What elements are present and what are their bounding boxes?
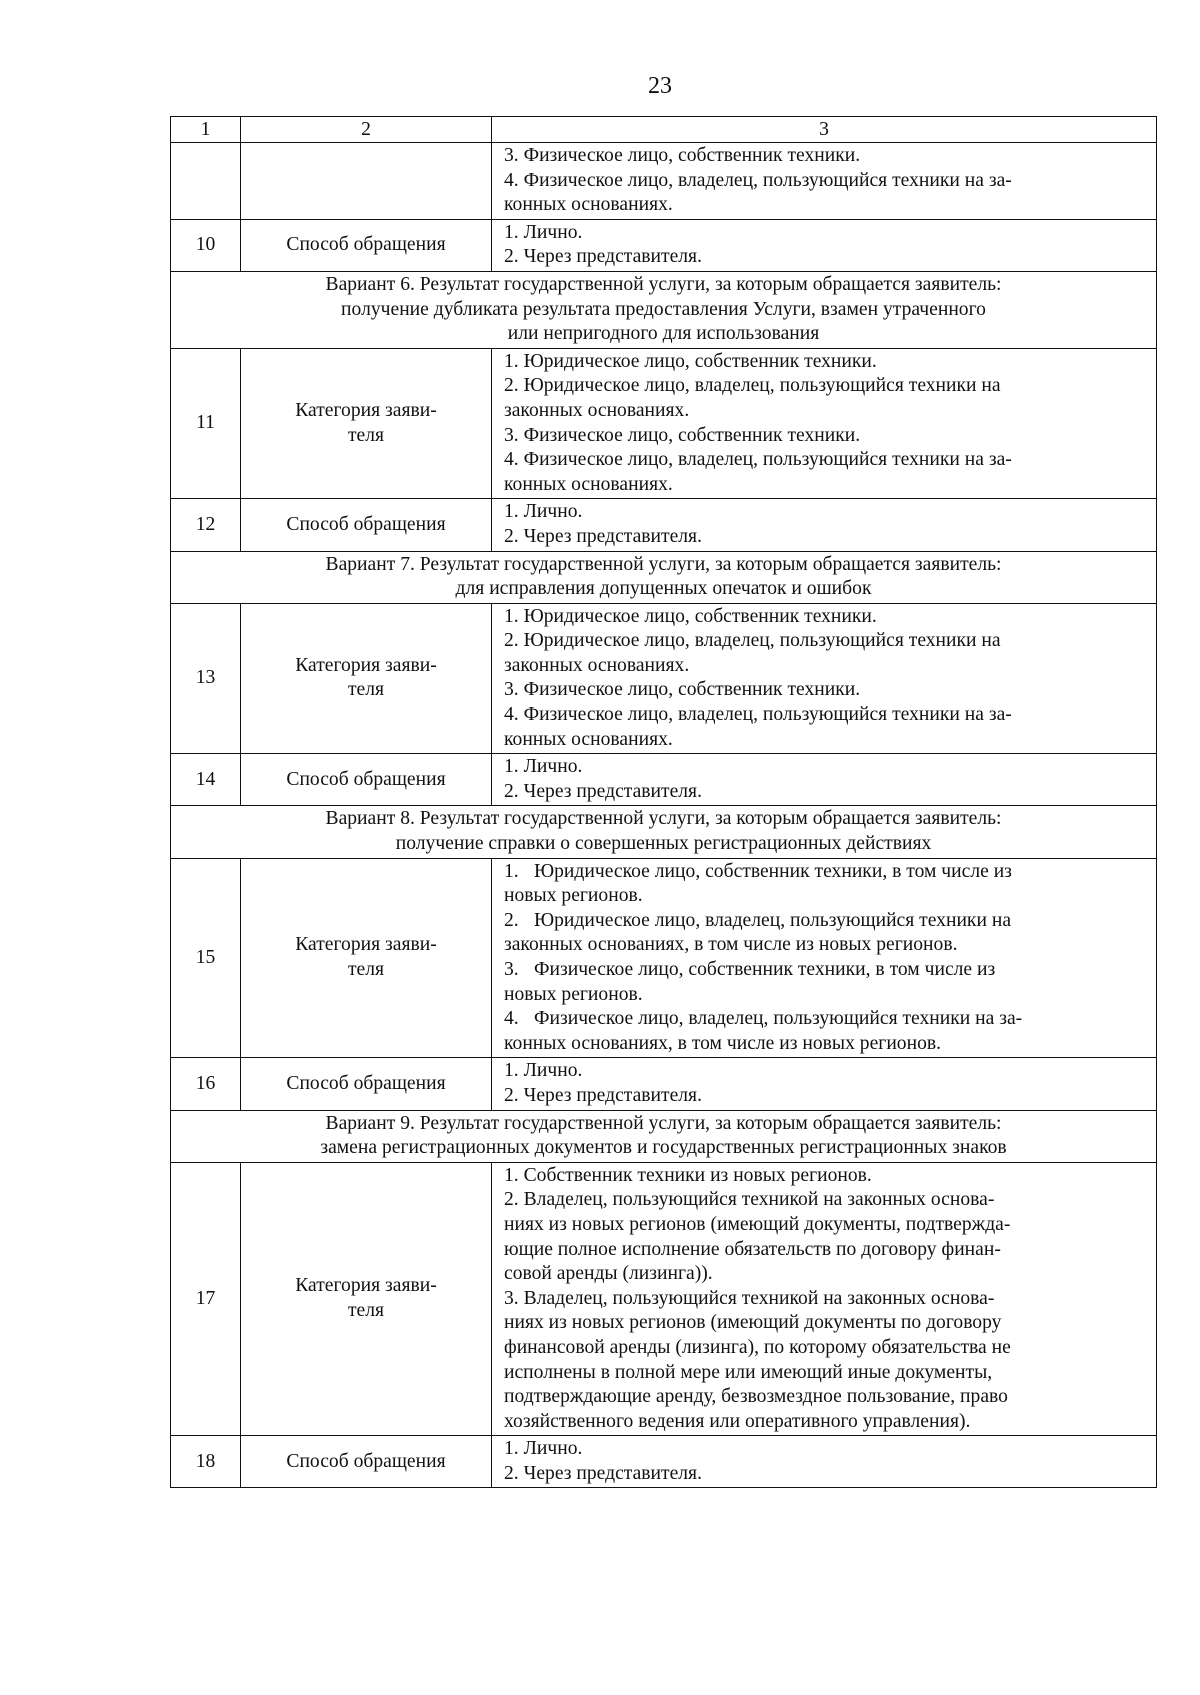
variant-line: или непригодного для использования: [507, 323, 820, 345]
content-line: законных основаниях.: [504, 654, 690, 676]
list-item-text: конных основаниях, в том числе из новых регионов.: [504, 1032, 942, 1054]
content-cell: [492, 1058, 1157, 1110]
variant-line: Вариант 8. Результат государственной услуги, за которым обращается заявитель:: [325, 808, 1002, 830]
content-line: исполнены в полной мере или имеющий иные документы,: [504, 1361, 993, 1383]
content-line: 1. Собственник техники из новых регионов.: [504, 1164, 872, 1186]
content-line: 4. Физическое лицо, владелец, пользующийся техники на за-: [504, 169, 1012, 191]
table-row-10: [171, 219, 1157, 271]
list-item-text: Физическое лицо, владелец, пользующийся техники на за-: [534, 1008, 1023, 1030]
content-line: 4. Физическое лицо, владелец, пользующийся техники на за-: [504, 449, 1012, 471]
row-number: 10: [171, 219, 241, 271]
content-cell: [492, 603, 1157, 754]
content-cell: [492, 1436, 1157, 1488]
list-item: [504, 909, 1148, 958]
table-row-17: [171, 1162, 1157, 1436]
row-number: 16: [171, 1058, 241, 1110]
category-label-line: Категория заяви-: [295, 934, 437, 956]
table-row-13: [171, 603, 1157, 754]
content-line: 4. Физическое лицо, владелец, пользующийся техники на за-: [504, 704, 1012, 726]
row-number: 18: [171, 1436, 241, 1488]
list-item: [504, 958, 1148, 1007]
content-line: законных основаниях.: [504, 399, 690, 421]
category-label-line: теля: [347, 679, 385, 701]
content-cell: [492, 219, 1157, 271]
document-table: [170, 116, 1157, 1488]
variant-line: Вариант 7. Результат государственной услуги, за которым обращается заявитель:: [325, 553, 1002, 575]
table-row-15: [171, 858, 1157, 1058]
header-col-2: 2: [241, 117, 492, 143]
list-item-number: 4.: [504, 1008, 519, 1030]
content-cell: [492, 754, 1157, 806]
content-line: конных основаниях.: [504, 473, 673, 495]
page-number: 23: [648, 73, 672, 99]
table-row-continuation: [171, 143, 1157, 220]
variant-heading: [171, 551, 1157, 603]
content-line: конных основаниях.: [504, 728, 673, 750]
variant-9-row: [171, 1110, 1157, 1162]
content-line: 1. Лично.: [504, 501, 583, 523]
content-line: 2. Через представителя.: [504, 1084, 702, 1106]
list-item-text: Юридическое лицо, собственник техники, в том числе из: [534, 860, 1012, 882]
row-number: 12: [171, 499, 241, 551]
content-line: 2. Через представителя.: [504, 246, 702, 268]
category-cell: [241, 143, 492, 220]
variant-7-row: [171, 551, 1157, 603]
variant-heading: [171, 271, 1157, 348]
content-line: 2. Юридическое лицо, владелец, пользующийся техники на: [504, 375, 1001, 397]
list-item-number: 1.: [504, 860, 519, 882]
row-number: 11: [171, 348, 241, 499]
row-number: 13: [171, 603, 241, 754]
content-line: совой аренды (лизинга)).: [504, 1263, 713, 1285]
category-label: [241, 603, 492, 754]
variant-line: получение справки о совершенных регистрационных действиях: [395, 833, 932, 855]
variant-heading: [171, 1110, 1157, 1162]
content-line: 1. Лично.: [504, 1060, 583, 1082]
content-cell: [492, 348, 1157, 499]
header-col-3: 3: [492, 117, 1157, 143]
table-header-row: [171, 117, 1157, 143]
variant-line: для исправления допущенных опечаток и ошибок: [455, 578, 872, 600]
content-line: 2. Юридическое лицо, владелец, пользующийся техники на: [504, 630, 1001, 652]
variant-line: Вариант 6. Результат государственной услуги, за которым обращается заявитель:: [325, 273, 1002, 295]
list-item-number: 3.: [504, 959, 519, 980]
table-row-14: [171, 754, 1157, 806]
content-line: 1. Юридическое лицо, собственник техники.: [504, 605, 877, 627]
list-item-text: Физическое лицо, собственник техники, в том числе из: [534, 959, 996, 980]
category-label: [241, 1162, 492, 1436]
variant-line: замена регистрационных документов и государственных регистрационных знаков: [320, 1137, 1007, 1159]
row-number-cell: [171, 143, 241, 220]
category-label: [241, 348, 492, 499]
list-item-text: новых регионов.: [504, 885, 643, 907]
list-item-text: Юридическое лицо, владелец, пользующийся техники на: [534, 909, 1012, 931]
content-line: хозяйственного ведения или оперативного управления).: [504, 1410, 971, 1432]
content-line: 2. Владелец, пользующийся техникой на законных основа-: [504, 1189, 995, 1211]
row-number: 15: [171, 858, 241, 1058]
content-cell: [492, 1162, 1157, 1436]
content-line: 3. Физическое лицо, собственник техники.: [504, 679, 861, 701]
table-row-11: [171, 348, 1157, 499]
list-item-number: 2.: [504, 909, 519, 931]
list-item: [504, 860, 1148, 909]
variant-6-row: [171, 271, 1157, 348]
content-line: ниях из новых регионов (имеющий документы по договору: [504, 1312, 1002, 1334]
row-number: 14: [171, 754, 241, 806]
content-line: финансовой аренды (лизинга), по которому обязательства не: [504, 1336, 1011, 1358]
content-line: 1. Лично.: [504, 1438, 583, 1460]
content-cell: [492, 858, 1157, 1058]
content-line: подтверждающие аренду, безвозмездное пользование, право: [504, 1386, 1008, 1408]
header-col-1: 1: [171, 117, 241, 143]
variant-heading: [171, 806, 1157, 858]
category-label-line: Категория заяви-: [295, 654, 437, 676]
content-cell: [492, 499, 1157, 551]
method-label: Способ обращения: [241, 219, 492, 271]
method-label: Способ обращения: [241, 1058, 492, 1110]
content-line: 1. Лично.: [504, 221, 583, 243]
method-label: Способ обращения: [241, 754, 492, 806]
variant-8-row: [171, 806, 1157, 858]
content-line: 1. Лично.: [504, 756, 583, 778]
content-line: 3. Владелец, пользующийся техникой на законных основа-: [504, 1287, 995, 1309]
list-item-text: законных основаниях, в том числе из новых регионов.: [504, 934, 958, 956]
content-line: ниях из новых регионов (имеющий документы, подтвержда-: [504, 1213, 1011, 1235]
content-line: 2. Через представителя.: [504, 1462, 702, 1484]
content-line: 3. Физическое лицо, собственник техники.: [504, 145, 861, 166]
content-line: 2. Через представителя.: [504, 525, 702, 547]
table-row-16: [171, 1058, 1157, 1110]
content-line: 3. Физическое лицо, собственник техники.: [504, 424, 861, 446]
content-cell: [492, 143, 1157, 220]
category-label-line: теля: [347, 424, 385, 446]
method-label: Способ обращения: [241, 499, 492, 551]
content-line: конных основаниях.: [504, 194, 673, 216]
category-label: [241, 858, 492, 1058]
category-label-line: теля: [347, 1300, 385, 1322]
row-number: 17: [171, 1162, 241, 1436]
content-line: 2. Через представителя.: [504, 780, 702, 802]
category-label-line: Категория заяви-: [295, 1275, 437, 1297]
list-item: [504, 1007, 1148, 1056]
content-line: ющие полное исполнение обязательств по договору финан-: [504, 1238, 1001, 1260]
category-label-line: Категория заяви-: [295, 399, 437, 421]
category-label-line: теля: [347, 959, 385, 980]
content-line: 1. Юридическое лицо, собственник техники.: [504, 350, 877, 372]
variant-line: Вариант 9. Результат государственной услуги, за которым обращается заявитель:: [325, 1112, 1002, 1134]
list-item-text: новых регионов.: [504, 983, 643, 1005]
table-row-18: [171, 1436, 1157, 1488]
method-label: Способ обращения: [241, 1436, 492, 1488]
variant-line: получение дубликата результата предоставления Услуги, взамен утраченного: [341, 298, 986, 320]
table-row-12: [171, 499, 1157, 551]
